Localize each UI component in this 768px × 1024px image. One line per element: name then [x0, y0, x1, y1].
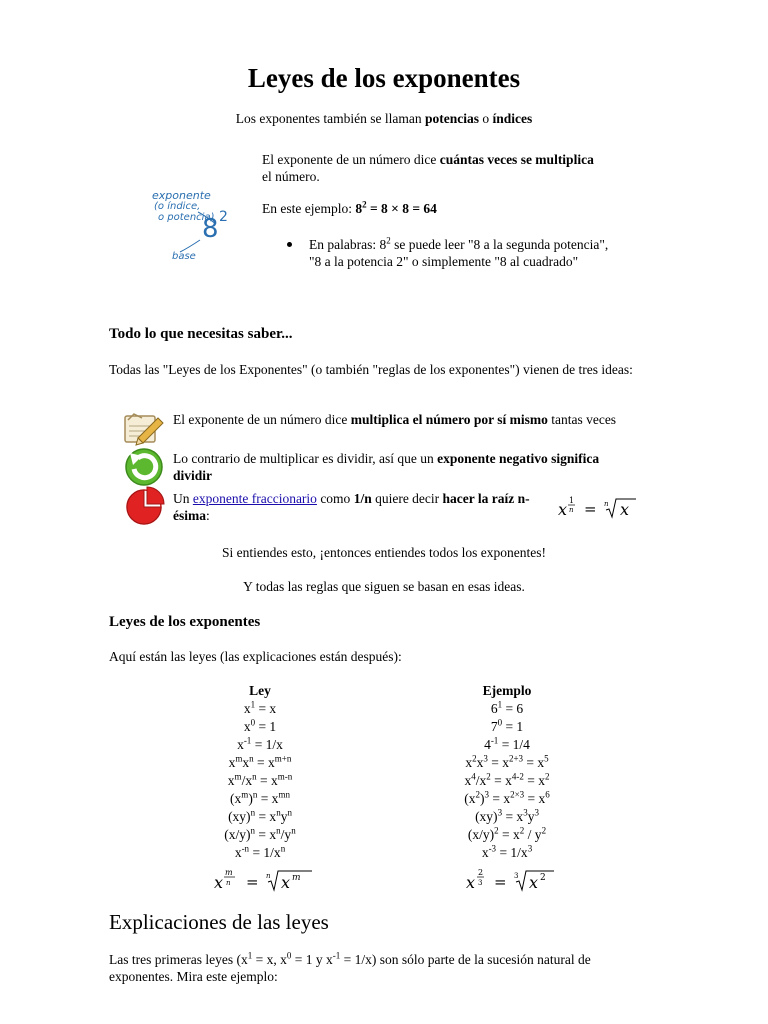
- svg-text:n: n: [226, 879, 231, 887]
- section-heading-leyes: Leyes de los exponentes: [109, 614, 261, 630]
- red-pie-fraction-icon: [120, 486, 168, 526]
- svg-text:x: x: [529, 873, 539, 892]
- law-row: $x^{-1} = 1/x$: [237, 735, 283, 752]
- exponent-label: exponente (o índice, o potencia): [152, 189, 215, 223]
- svg-text:x: x: [214, 873, 224, 892]
- base-digit: 8: [202, 214, 219, 244]
- section-paragraph-explicaciones: Las tres primeras leyes ($x^1 = x$, $x^0 = 1$ y $x^{-1} = 1/x$) son sólo parte de la sucesión natural de exponentes. Mira este ejemplo:: [109, 950, 591, 984]
- base-label: base: [172, 251, 196, 262]
- svg-text:3: 3: [478, 879, 483, 887]
- section-heading-todo: Todo lo que necesitas saber...: [109, 326, 293, 342]
- fractional-exponent-formula: [556, 494, 646, 522]
- example-row: $x^{-3} = 1/x^3$: [481, 843, 533, 860]
- exponent-digit: 2: [219, 209, 228, 225]
- idea-item-2: Lo contrario de multiplicar es dividir, así que un exponente negativo significa dividir: [173, 451, 600, 483]
- law-row: $(x^m)^n = x^{mn}$: [230, 789, 290, 806]
- section-paragraph-ideas: Todas las "Leyes de los Exponentes" (o también "reglas de los exponentes") vienen de tres ideas:: [109, 362, 633, 377]
- example-fractional-formula: [462, 866, 562, 894]
- svg-text:2: 2: [478, 868, 484, 877]
- example-row: $x^2x^3 = x^{2+3} = x^5$: [465, 753, 549, 770]
- bullet-item: En palabras: $8^2$ se puede leer "8 a la segunda potencia", "8 a la potencia 2" o simplemente "8 al cuadrado": [289, 236, 609, 270]
- example-row: $(x/y)^2 = x^2 / y^2$: [467, 825, 547, 842]
- svg-text:=: =: [246, 873, 259, 891]
- svg-text:n: n: [604, 500, 609, 508]
- law-row: $x^1 = x$: [243, 699, 277, 716]
- example-row: $x^4/x^2 = x^{4-2} = x^2$: [464, 771, 550, 788]
- table-header-ley: Ley: [249, 683, 271, 698]
- example-row: $7^0 = 1$: [490, 717, 524, 734]
- svg-text:x: x: [558, 500, 568, 519]
- svg-text:x: x: [281, 873, 291, 892]
- svg-text:=: =: [494, 873, 507, 891]
- svg-text:2: 2: [540, 873, 546, 883]
- law-row: $(xy)^n = x^ny^n$: [228, 807, 292, 824]
- svg-text:n: n: [266, 872, 271, 880]
- exponent-diagram: [140, 188, 240, 268]
- svg-text:n: n: [569, 506, 574, 514]
- bullet-marker: [287, 242, 292, 247]
- exponent-explanation: El exponente de un número dice cuántas veces se multiplica el número.: [262, 152, 594, 184]
- svg-text:=: =: [584, 500, 597, 518]
- example-row: $4^{-1} = 1/4$: [484, 735, 530, 752]
- law-row: $x^0 = 1$: [243, 717, 277, 734]
- svg-text:m: m: [292, 873, 301, 883]
- idea-item-3: Un exponente fraccionario como 1/n quiere decir hacer la raíz n-ésima:: [173, 491, 530, 523]
- green-reverse-arrow-icon: [120, 447, 168, 487]
- page-title: Leyes de los exponentes: [247, 63, 521, 93]
- center-line-2: Y todas las reglas que siguen se basan en esas ideas.: [243, 579, 525, 594]
- example-row: $6^1 = 6$: [490, 699, 524, 716]
- law-row: $x^mx^n = x^{m+n}$: [228, 753, 292, 770]
- law-row: $x^m/x^n = x^{m-n}$: [227, 771, 293, 788]
- svg-text:x: x: [466, 873, 476, 892]
- section-heading-explicaciones: Explicaciones de las leyes: [109, 910, 329, 934]
- svg-text:3: 3: [514, 872, 519, 880]
- law-row: $x^{-n} = 1/x^n$: [234, 843, 286, 860]
- pencil-notepad-icon: [120, 410, 168, 446]
- law-row: $(x/y)^n = x^n/y^n$: [224, 825, 296, 842]
- law-fractional-formula: [210, 866, 320, 894]
- center-line-1: Si entiendes esto, ¡entonces entiendes todos los exponentes!: [222, 545, 546, 560]
- section-paragraph-leyes: Aquí están las leyes (las explicaciones están después):: [109, 649, 402, 664]
- example-row: $(xy)^3 = x^3y^3$: [475, 807, 539, 824]
- intro-line: Los exponentes también se llaman potencias o índices: [235, 111, 533, 126]
- svg-text:m: m: [225, 868, 233, 877]
- example-row: $(x^2)^3 = x^{2\times 3} = x^6$: [464, 789, 550, 806]
- laws-column-ejemplo: [447, 682, 567, 862]
- svg-text:x: x: [620, 500, 630, 519]
- example-line: En este ejemplo: $8^2 = 8 \times 8 = 64$: [262, 199, 437, 216]
- idea-item-1: El exponente de un número dice multiplica el número por sí mismo tantas veces: [173, 412, 617, 427]
- svg-text:1: 1: [569, 496, 575, 505]
- exponente-fraccionario-link[interactable]: exponente fraccionario: [192, 491, 317, 506]
- laws-column-ley: [200, 682, 320, 862]
- table-header-ejemplo: Ejemplo: [482, 683, 532, 698]
